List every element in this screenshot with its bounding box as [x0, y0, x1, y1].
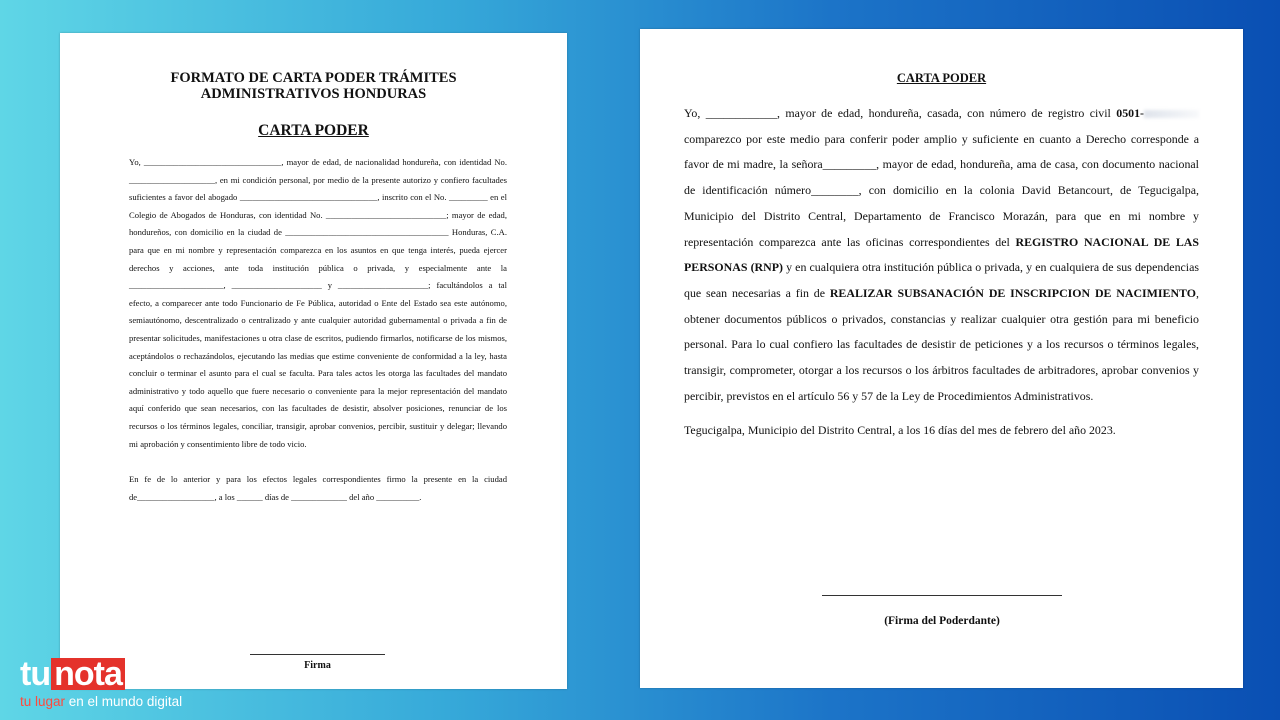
signature-label: (Firma del Poderdante): [884, 615, 1000, 627]
document-header: [60, 70, 567, 102]
logo-com: .com: [126, 669, 172, 690]
closing-paragraph: En fe de lo anterior y para los efectos legales correspondientes firmo la presente en la ciudad de__________________, a los ______ días de _____________ del año __________.: [129, 474, 507, 502]
body-paragraph: Yo, ________________________________, mayor de edad, de nacionalidad hondureña, con identidad No. ____________________, en mi condición personal, por medio de la presente autorizo y confiero facultades suficientes a favor del abogado ________________________________, inscrito con el No. _________ en el Colegio de Abogados de Honduras, con identidad No. ____________________________; mayor de edad, hondureños, con domicilio en la ciudad de ______________________________________ Honduras, C.A. para que en mi nombre y representación comparezca en los asuntos en que tenga interés, pueda ejercer derechos y acciones, ante toda institución pública o privada, y especialmente ante la ______________________, _____________________ y _____________________; facultándolos a tal efecto, a comparecer ante todo Funcionario de Fe Pública, autoridad o Ente del Estado sea este autónomo, semiautónomo, descentralizado o centralizado y ante cualquier autoridad gubernamental o privada a fin de presentar solicitudes, manifestaciones u otra clase de escritos, pudiendo firmarlos, notificarse de los mismos, aceptándolos o rechazándolos, ejecutando las medias que estime conveniente de conformidad a la ley, hasta concluir o terminar el asunto para el cual se faculta. Para tales actos les otorga las facultades del mandato administrativo y todo aquello que fuere necesario o conveniente para la mejor representación del mandato aquí conferido que sean necesarios, con las facultades de desistir, absolver posiciones, renunciar de los recursos o los términos legales, conciliar, transigir, aprobar convenios, percibir, sustituir y delegar; llevando mi aprobación y consentimiento libre de todo vicio.: [129, 157, 507, 449]
tagline-highlight: tu lugar: [20, 694, 66, 709]
document-body: [684, 101, 1199, 444]
registry-number: 0501-: [1116, 106, 1144, 120]
header-line: ADMINISTRATIVOS HONDURAS: [200, 86, 427, 102]
signature-line: [822, 595, 1062, 596]
redacted-value: [1144, 110, 1199, 118]
logo-nota: nota: [51, 658, 125, 690]
bold-purpose: REALIZAR SUBSANACIÓN DE INSCRIPCION DE NACIMIENTO: [829, 285, 1197, 300]
logo-tagline: [20, 694, 182, 709]
logo-tu: tu: [20, 655, 51, 693]
text-run: Yo, ____________, mayor de edad, hondureña, casada, con número de registro civil: [684, 106, 1117, 120]
bold-institution: REGISTRO NACIONAL DE LAS PERSONAS (RNP): [684, 234, 1200, 275]
document-title: CARTA PODER: [258, 122, 369, 139]
header-line: FORMATO DE CARTA PODER TRÁMITES: [170, 70, 457, 86]
text-run: , obtener documentos públicos o privados, constancias y realizar cualquier otra gestión para mi beneficio personal. Para lo cual confiero las facultades de desistir de peticiones y a los recursos o términos legales, transigir, comprometer, otorgar a los recursos o los árbitros facultades de arbitradores, aprobar convenios y percibir, previstos en el artículo 56 y 57 de la Ley de Procedimientos Administrativos.: [684, 285, 1199, 403]
tunota-logo: [20, 656, 220, 716]
right-document-page: [640, 29, 1243, 688]
document-title: CARTA PODER: [896, 71, 987, 85]
text-run: comparezco por este medio para conferir poder amplio y suficiente en cuanto a Derecho corresponde a favor de mi madre, la señora_________, mayor de edad, hondureña, ama de casa, con documento nacional de identificación número________, con domicilio en la colonia David Betancourt, de Tegucigalpa, Municipio del Distrito Central, Departamento de Francisco Morazán, para que en mi nombre y representación comparezca ante las oficinas correspondientes del: [684, 131, 1199, 249]
text-run: y en cualquiera otra institución pública o privada, y en cualquiera de sus dependencias que sean necesarias a fin de: [684, 260, 1199, 300]
logo-wordmark: [20, 656, 171, 692]
signature-line: [250, 654, 385, 655]
document-body: [129, 154, 507, 506]
signature-label: Firma: [304, 660, 331, 671]
body-paragraph: [684, 101, 1199, 409]
left-document-page: [60, 33, 567, 689]
tagline-rest: en el mundo digital: [65, 694, 183, 709]
date-line: Tegucigalpa, Municipio del Distrito Central, a los 16 días del mes de febrero del año 2023.: [684, 423, 1116, 438]
